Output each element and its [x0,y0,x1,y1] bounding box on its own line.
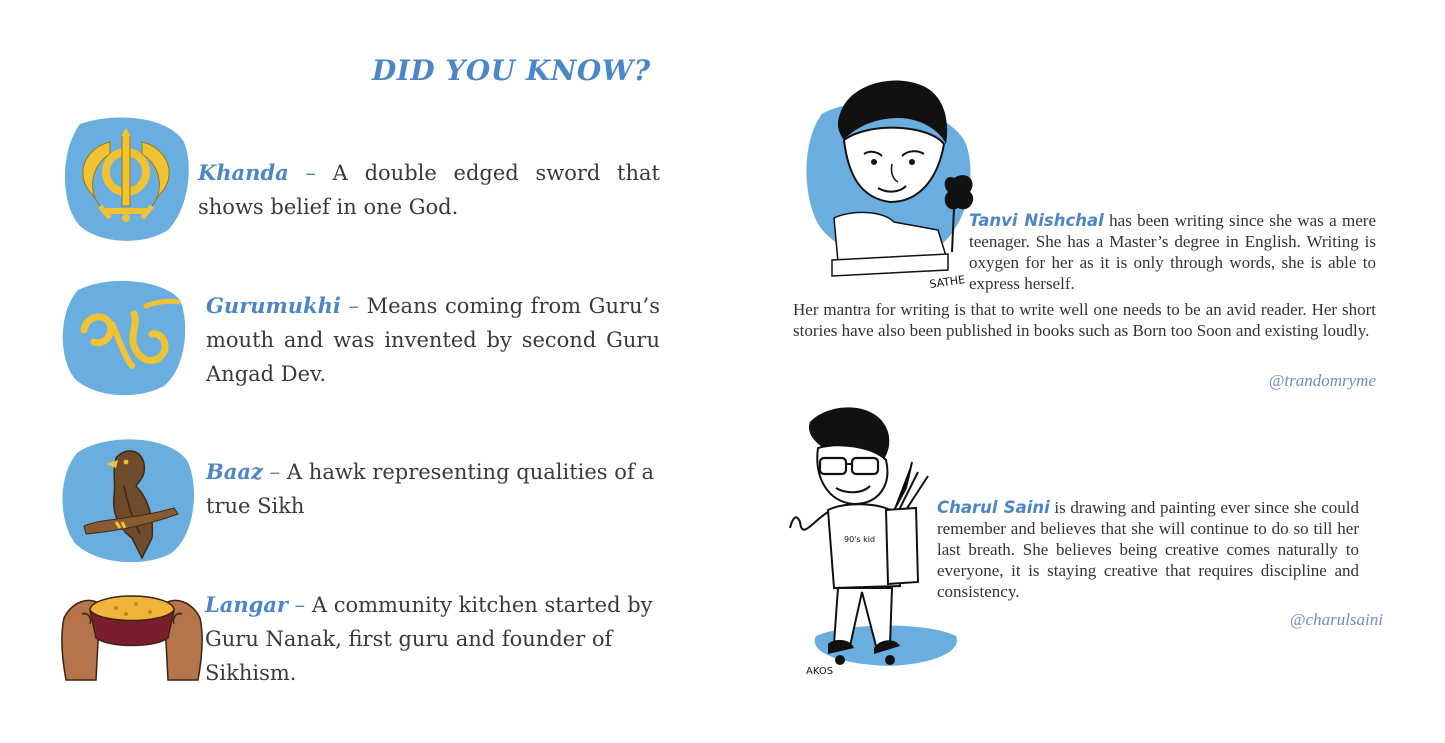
author-handle-charul: @charulsaini [1289,610,1383,629]
fact-khanda: Khanda – A double edged sword that shows belief in one God. [198,160,660,219]
author-handle-tanvi: @trandomryme [1268,371,1376,390]
fact-term: Gurumukhi [206,293,341,318]
author-bio-charul [937,497,1359,602]
fact-baaz: Baaz – A hawk representing qualities of a true Sikh [206,459,654,518]
khanda-icon [60,114,192,242]
fact-gurumukhi: Gurumukhi – Means coming from Guru’s mouth and was invented by second Guru Angad Dev. [206,293,660,386]
author-bio-first: is drawing and painting ever since she could remember and believes that she will continue to do so till her last breath. She believes being creative comes naturally to everyone, it is staying creative that requires discipline and consistency. [937,498,1359,601]
hawk-icon [62,434,200,566]
food-bowl-icon [60,588,204,684]
author-name: Charul Saini [937,498,1050,517]
artist-signature: SATHE [928,273,966,291]
fact-term: Langar [205,592,288,617]
author-bio-tanvi-continued: Her mantra for writing is that to write well one needs to be an avid reader. Her short stories have also been published in books such as Born too Soon and existing loudly. [793,300,1376,340]
fact-description: A community kitchen started by Guru Nanak, first guru and founder of Sikhism. [205,593,653,685]
right-page [722,0,1445,743]
ik-onkar-icon [60,276,190,396]
author-bio-first: has been writing since she was a mere teenager. She has a Master’s degree in English. Writing is oxygen for her as it is only through words, she is able to express herself. [969,211,1376,293]
fact-term: Baaz [206,459,263,484]
author-name: Tanvi Nishchal [969,211,1104,230]
fact-description: A hawk representing qualities of a true Sikh [206,460,654,518]
artist-signature: AKOS [806,666,834,677]
fact-description: Means coming from Guru’s mouth and was invented by second Guru Angad Dev. [206,294,660,386]
fact-langar: Langar – A community kitchen started by Guru Nanak, first guru and founder of Sikhism. [205,592,653,685]
fact-description: A double edged sword that shows belief in one God. [198,161,660,219]
page-title: DID YOU KNOW? [372,54,651,87]
author-bio-tanvi [969,210,1376,294]
fact-term: Khanda [198,160,289,185]
svg-text:90's kid: 90's kid [844,535,876,544]
author-caricature-tanvi [798,74,984,300]
left-page [0,0,720,743]
